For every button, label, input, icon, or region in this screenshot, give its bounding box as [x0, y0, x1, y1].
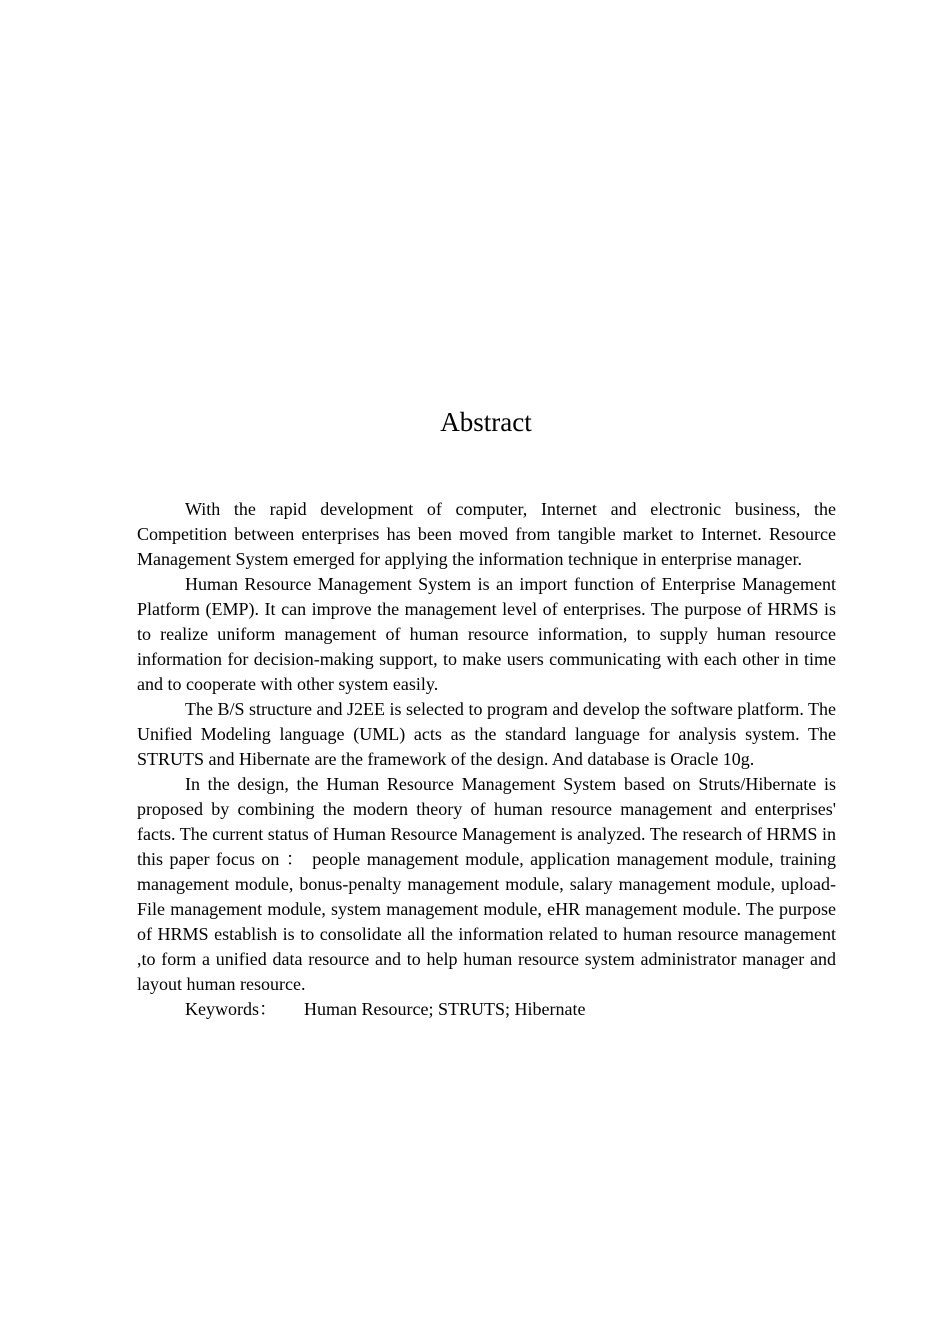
abstract-paragraph-2: Human Resource Management System is an import function of Enterprise Management Platform (EMP). It can improve the management level of enterprises. The purpose of HRMS is to realize uniform management of human resource information, to supply human resource information for decision-making support, to make users communicating with each other in time and to cooperate with other system easily. — [137, 574, 836, 694]
keywords-line — [137, 997, 836, 1022]
abstract-paragraph-1: With the rapid development of computer, Internet and electronic business, the Competition between enterprises has been moved from tangible market to Internet. Resource Management System emerged for applying the information technique in enterprise manager. — [137, 499, 836, 569]
keywords-label: Keywords： — [185, 999, 277, 1019]
abstract-paragraph-4: In the design, the Human Resource Management System based on Struts/Hibernate is proposed by combining the modern theory of human resource management and enterprises' facts. The current status of Human Resource Management is analyzed. The research of HRMS in this paper focus on ： people management module, application management module, training management module, bonus-penalty management module, salary management module, upload-File management module, system management module, eHR management module. The purpose of HRMS establish is to consolidate all the information related to human resource management ,to form a unified data resource and to help human resource system administrator manager and layout human resource. — [137, 774, 836, 994]
abstract-paragraph-3: The B/S structure and J2EE is selected to program and develop the software platform. The Unified Modeling language (UML) acts as the standard language for analysis system. The STRUTS and Hibernate are the framework of the design. And database is Oracle 10g. — [137, 699, 836, 769]
abstract-body — [137, 497, 836, 1022]
abstract-title: Abstract — [440, 407, 532, 437]
keywords-value: Human Resource; STRUTS; Hibernate — [304, 999, 586, 1019]
